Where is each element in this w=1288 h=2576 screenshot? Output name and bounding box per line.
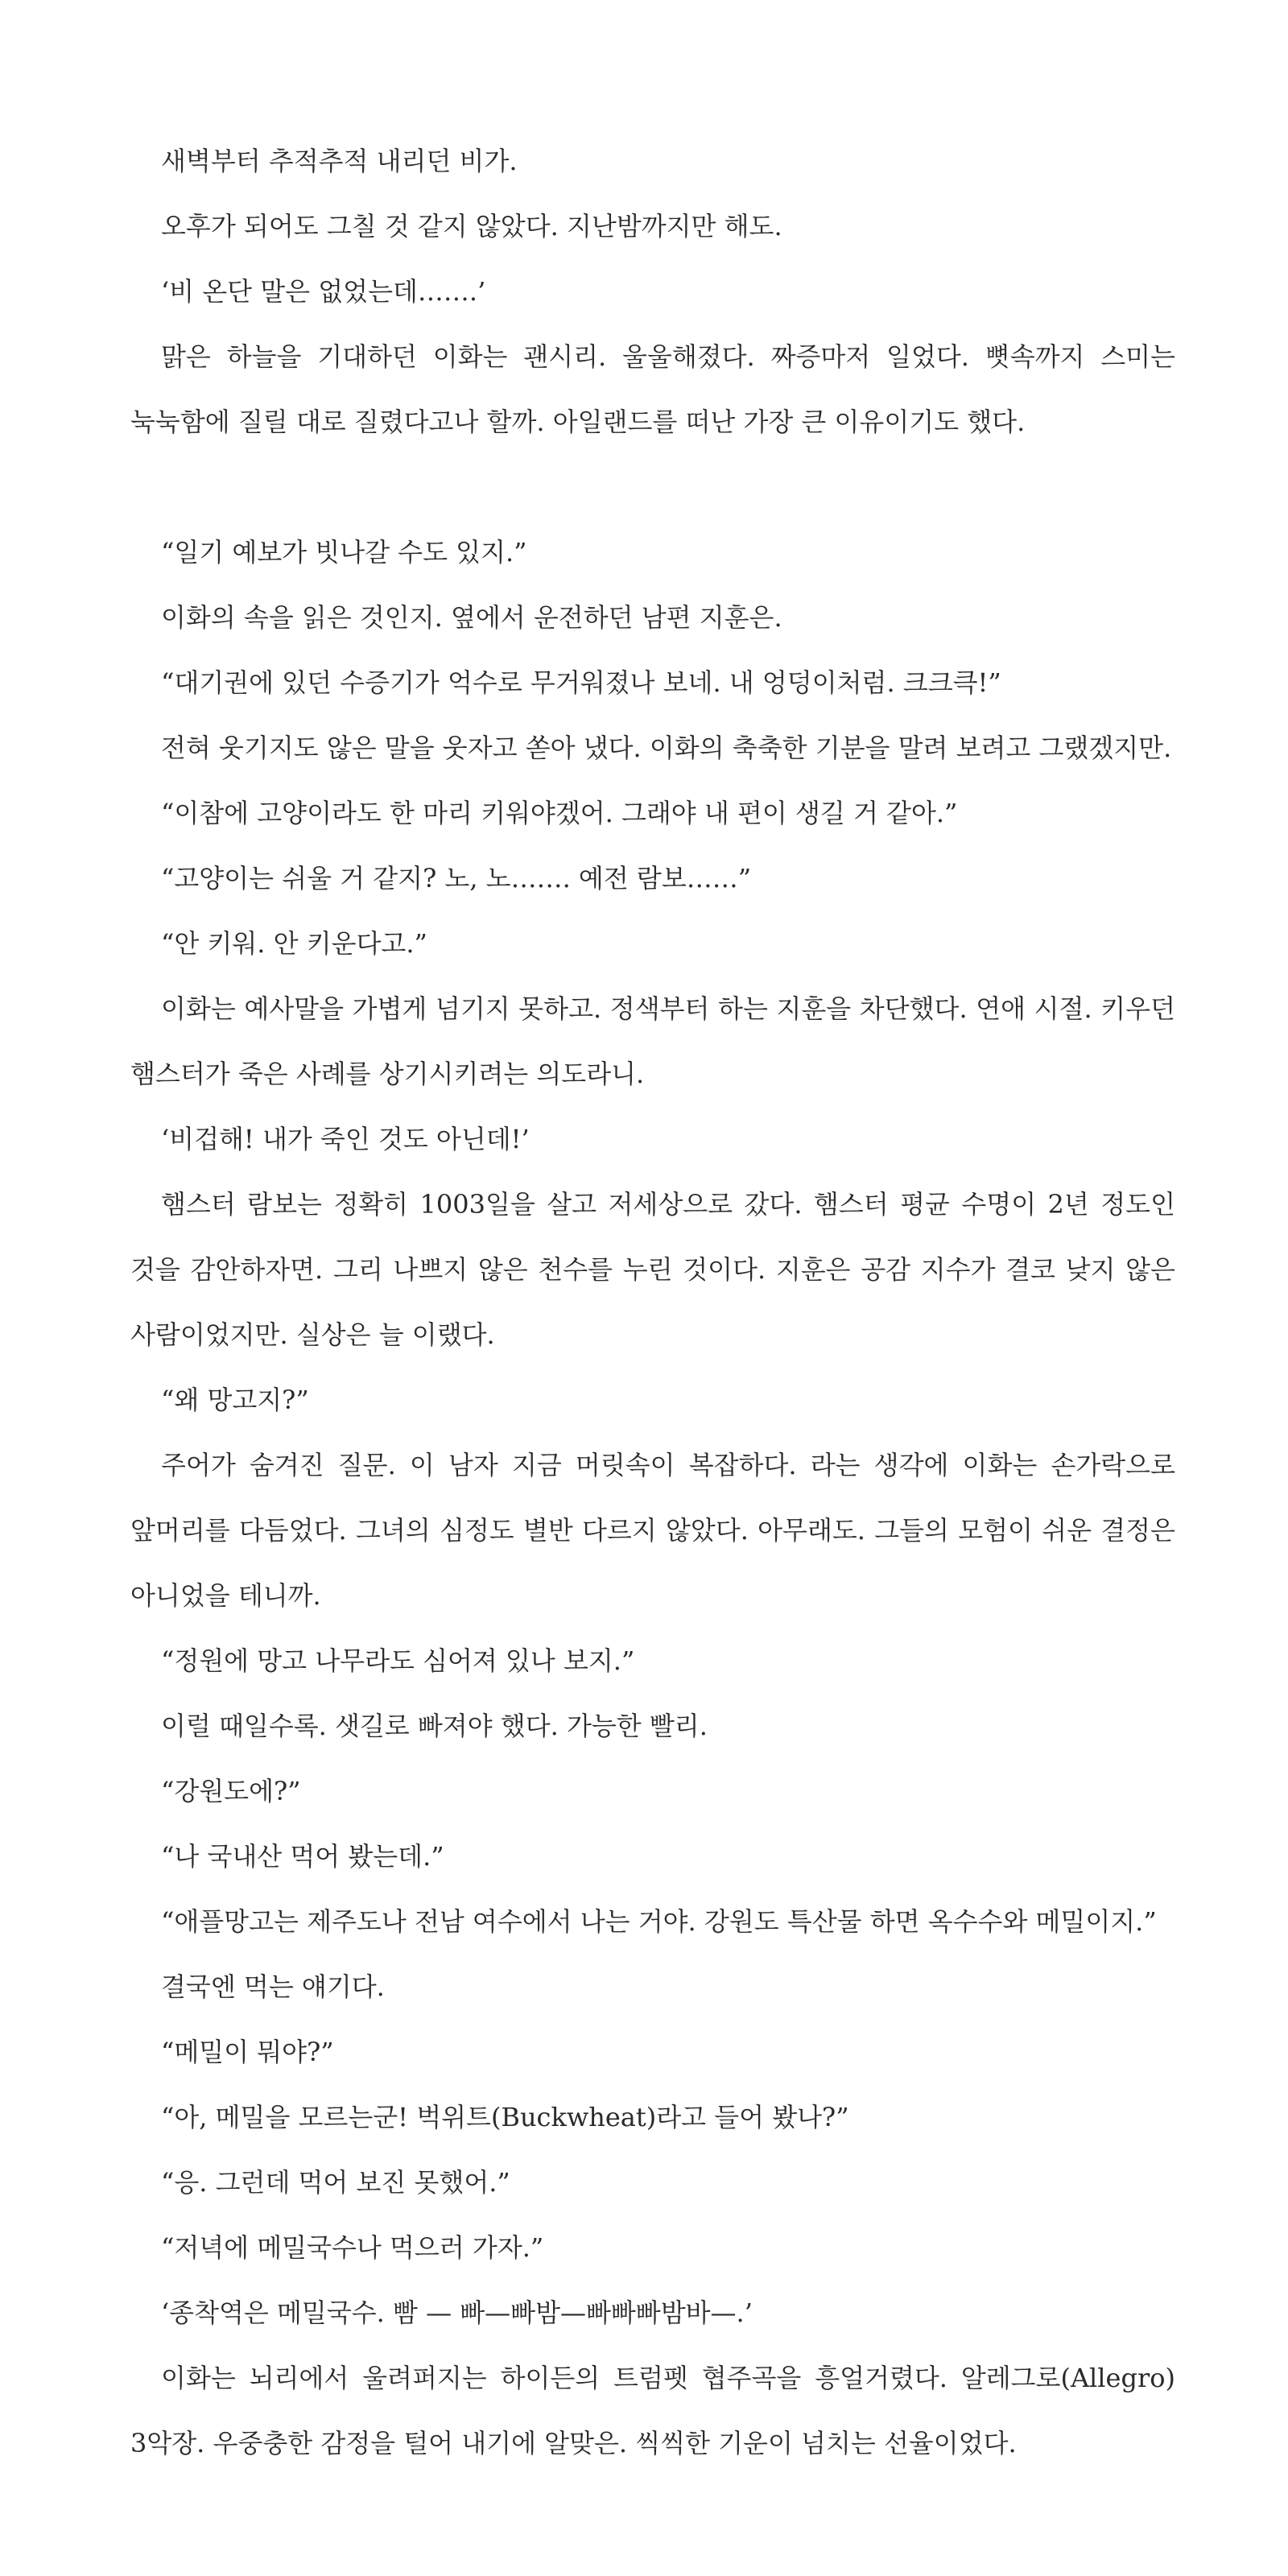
paragraph-gap [130,455,1175,520]
paragraph: “저녁에 메밀국수나 먹으러 가자.” [161,2232,544,2263]
paragraph: “일기 예보가 빗나갈 수도 있지.” [161,537,527,568]
paragraph: “아, 메밀을 모르는군! 벅위트(Buckwheat)라고 들어 봤나?” [161,2102,849,2132]
paragraph: 오후가 되어도 그칠 것 같지 않았다. 지난밤까지만 해도. [161,211,782,242]
paragraph: 이화는 예사말을 가볍게 넘기지 못하고. 정색부터 하는 지훈을 차단했다. 연애 시절. 키우던 햄스터가 죽은 사례를 상기시키려는 의도라니. [130,993,1175,1089]
paragraph: 결국엔 먹는 얘기다. [161,1971,385,2002]
paragraph: ‘비 온단 말은 없었는데…….’ [161,276,486,307]
paragraph: 이럴 때일수록. 샛길로 빠져야 했다. 가능한 빨리. [161,1711,708,1741]
paragraph: “고양이는 쉬울 거 같지? 노, 노……. 예전 람보……” [161,863,752,894]
novel-page [130,129,1175,2476]
paragraph: “안 키워. 안 키운다고.” [161,928,427,959]
paragraph: 전혀 웃기지도 않은 말을 웃자고 쏟아 냈다. 이화의 축축한 기분을 말려 보려고 그랬겠지만. [161,733,1172,763]
paragraph: 햄스터 람보는 정확히 1003일을 살고 저세상으로 갔다. 햄스터 평균 수명이 2년 정도인 것을 감안하자면. 그리 나쁘지 않은 천수를 누린 것이다. 지훈은 공감 지수가 결코 낮지 않은 사람이었지만. 실상은 늘 이랬다. [130,1189,1175,1350]
paragraph: “강원도에?” [161,1776,301,1806]
paragraph: “왜 망고지?” [161,1385,309,1415]
paragraph: “나 국내산 먹어 봤는데.” [161,1841,444,1872]
paragraph: ‘종착역은 메밀국수. 빰 — 빠—빠밤—빠빠빠밤바—.’ [161,2297,753,2328]
paragraph: 주어가 숨겨진 질문. 이 남자 지금 머릿속이 복잡하다. 라는 생각에 이화는 손가락으로 앞머리를 다듬었다. 그녀의 심정도 별반 다르지 않았다. 아무래도. 그들의 모험이 쉬운 결정은 아니었을 테니까. [130,1450,1175,1611]
paragraph: 맑은 하늘을 기대하던 이화는 괜시리. 울울해졌다. 짜증마저 일었다. 뼛속까지 스미는 눅눅함에 질릴 대로 질렸다고나 할까. 아일랜드를 떠난 가장 큰 이유이기도 했다. [130,341,1175,437]
paragraph: 이화의 속을 읽은 것인지. 옆에서 운전하던 남편 지훈은. [161,602,782,633]
paragraph: “이참에 고양이라도 한 마리 키워야겠어. 그래야 내 편이 생길 거 같아.” [161,798,958,828]
paragraph: “정원에 망고 나무라도 심어져 있나 보지.” [161,1645,635,1676]
paragraph: “애플망고는 제주도나 전남 여수에서 나는 거야. 강원도 특산물 하면 옥수수와 메밀이지.” [161,1906,1157,1937]
paragraph: ‘비겁해! 내가 죽인 것도 아닌데!’ [161,1124,530,1154]
paragraph: “대기권에 있던 수증기가 억수로 무거워졌나 보네. 내 엉덩이처럼. 크크큭!” [161,667,1001,698]
paragraph: 이화는 뇌리에서 울려퍼지는 하이든의 트럼펫 협주곡을 흥얼거렸다. 알레그로(Allegro) 3악장. 우중충한 감정을 털어 내기에 알맞은. 씩씩한 기운이 넘치는 선율이었다. [130,2363,1175,2458]
paragraph: “메밀이 뭐야?” [161,2037,334,2067]
paragraph: 새벽부터 추적추적 내리던 비가. [161,146,518,176]
paragraph: “응. 그런데 먹어 보진 못했어.” [161,2167,510,2198]
